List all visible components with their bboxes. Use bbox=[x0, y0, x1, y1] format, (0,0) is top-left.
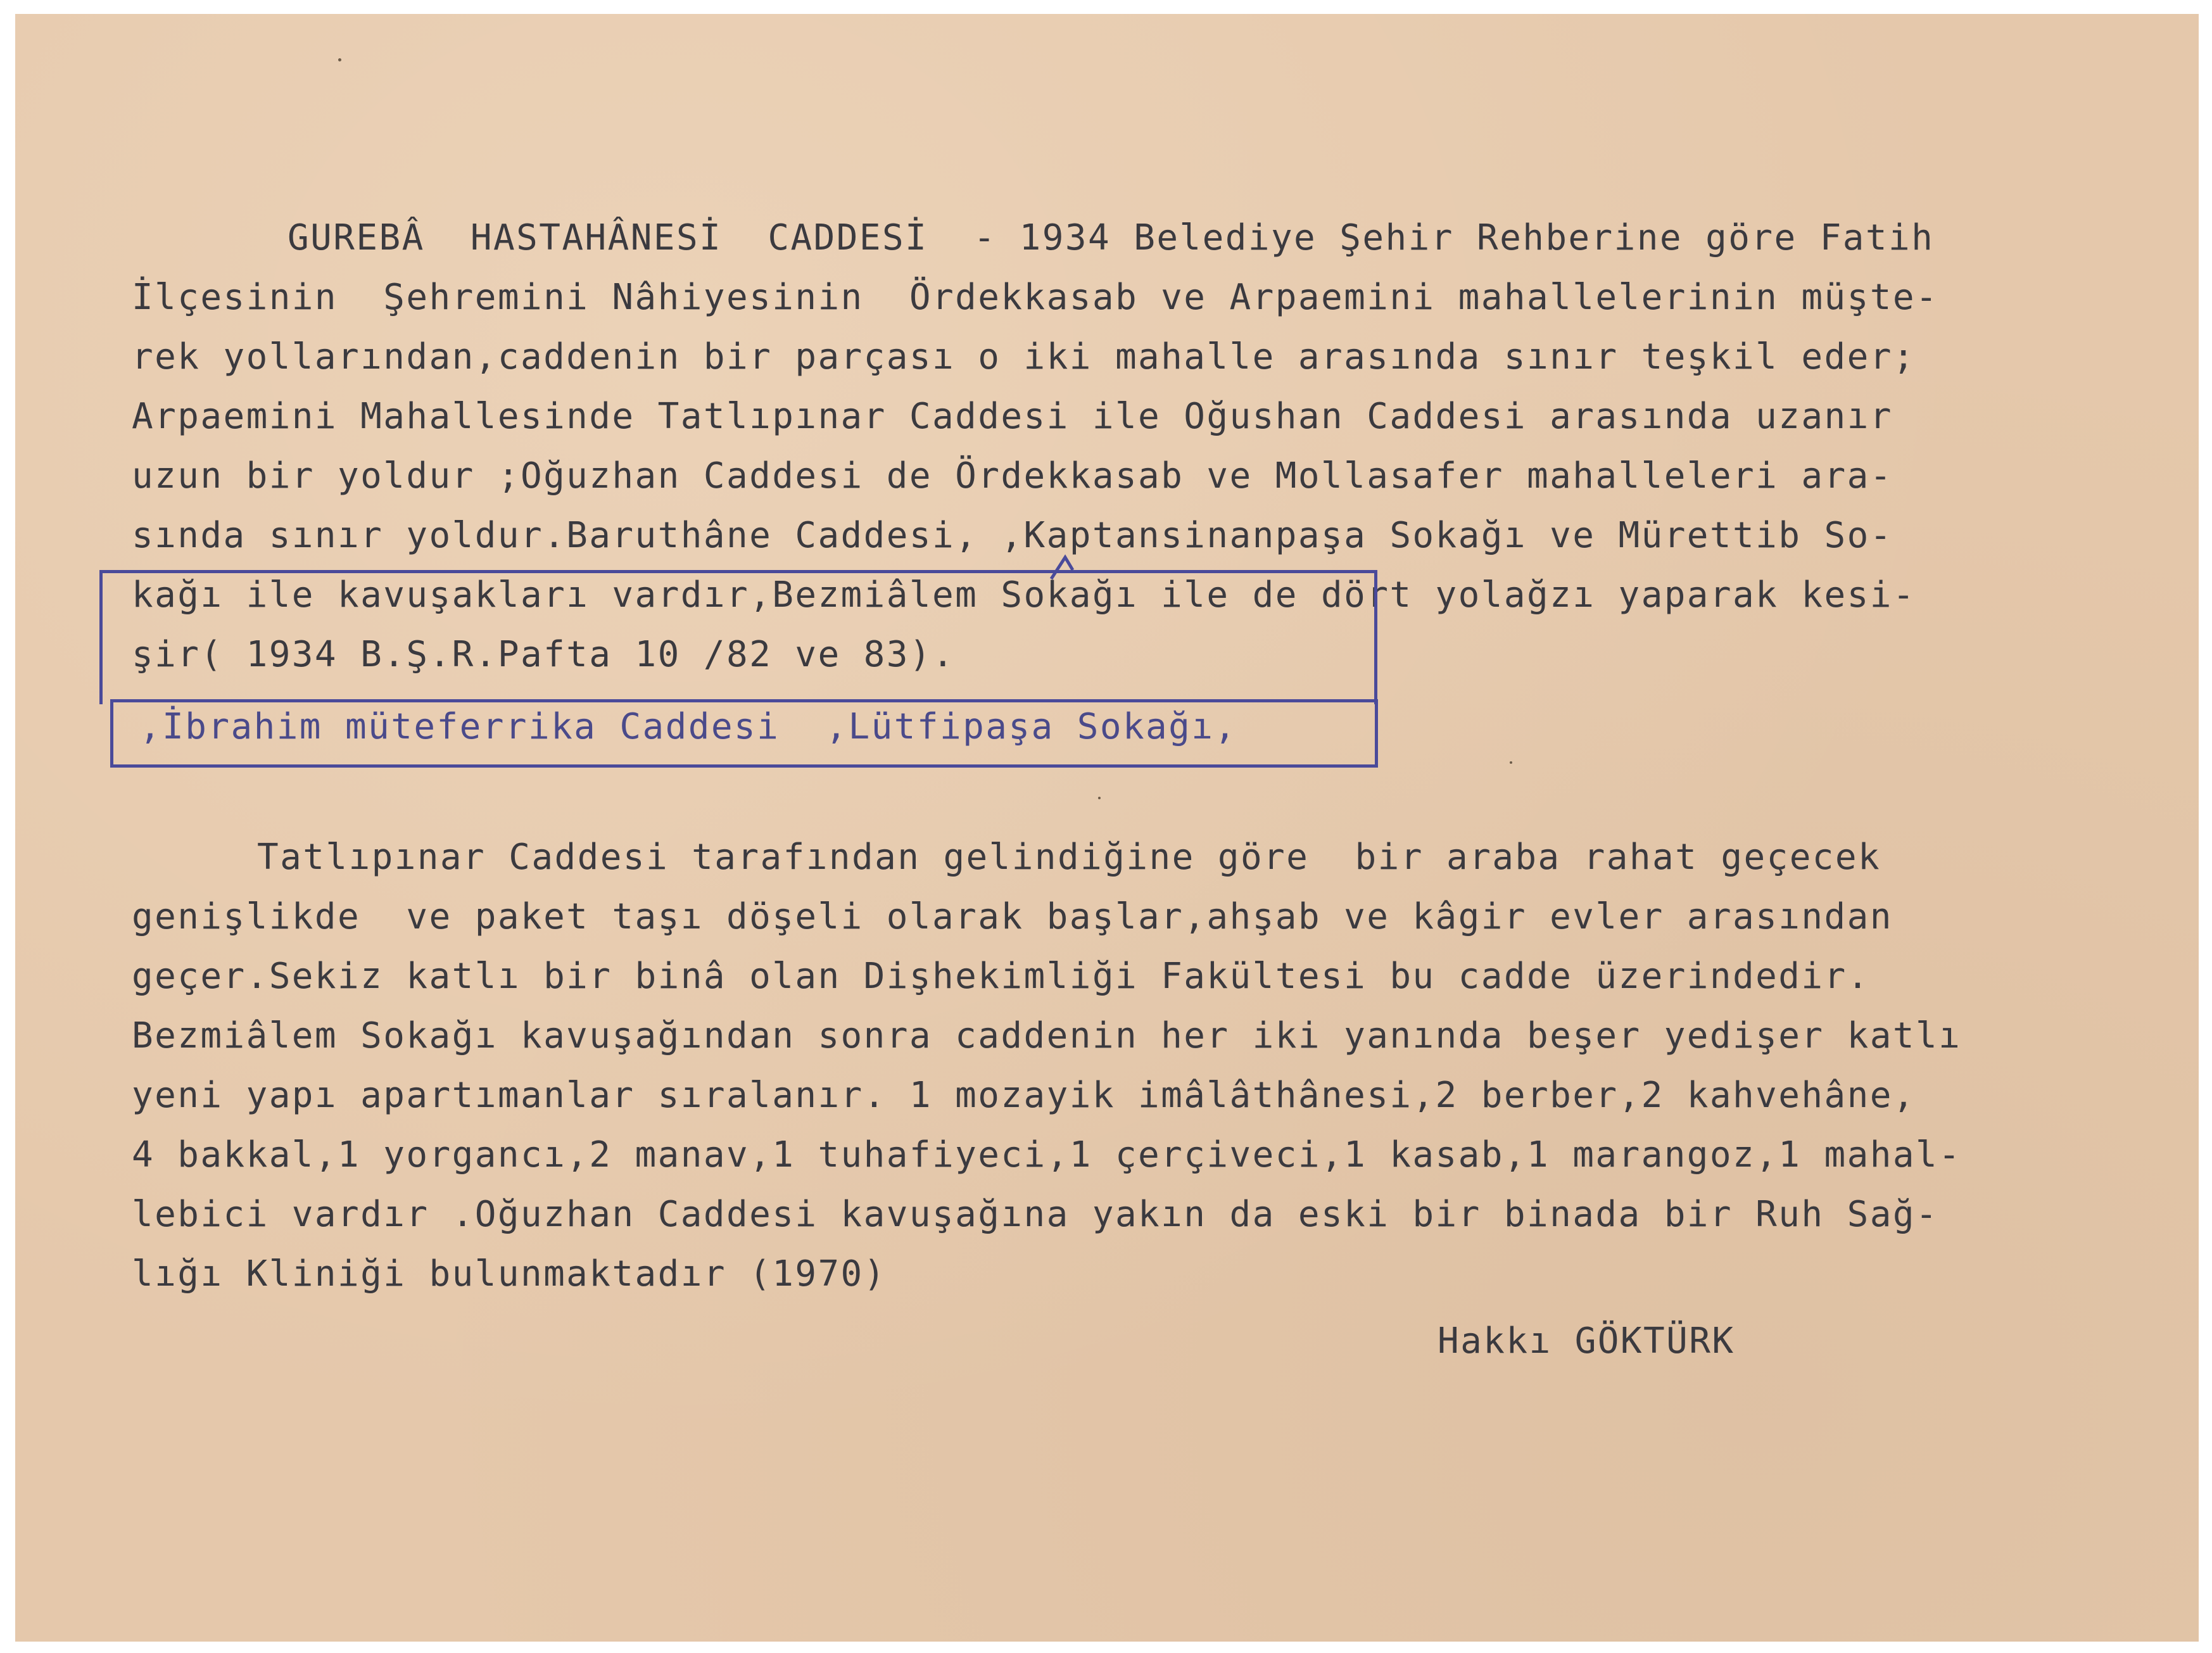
annotation-box-upper bbox=[99, 570, 1377, 704]
paragraph-1-line-2: İlçesinin Şehremini Nâhiyesinin Ördekkasab ve Arpaemini mahallelerinin müşte- bbox=[132, 277, 1939, 318]
annotation-box-lower bbox=[110, 699, 1378, 768]
paragraph-1-line-6: sında sınır yoldur.Baruthâne Caddesi, ,Kaptansinanpaşa Sokağı ve Mürettib So- bbox=[132, 515, 1893, 556]
paragraph-1-line-7: kağı ile kavuşakları vardır,Bezmiâlem Sokağı ile de dört yolağzı yaparak kesi- bbox=[132, 574, 1916, 616]
paragraph-2-line-7: lebici vardır .Oğuzhan Caddesi kavuşağına yakın da eski bir binada bir Ruh Sağ- bbox=[132, 1194, 1939, 1235]
typed-document-page bbox=[15, 14, 2199, 1642]
paragraph-2-line-6: 4 bakkal,1 yorgancı,2 manav,1 tuhafiyeci,1 çerçiveci,1 kasab,1 marangoz,1 mahal- bbox=[132, 1134, 1962, 1175]
paragraph-2-line-8: lığı Kliniği bulunmaktadır (1970) bbox=[132, 1253, 887, 1295]
paper-speck bbox=[338, 58, 341, 61]
paragraph-1-line-4: Arpaemini Mahallesinde Tatlıpınar Caddesi ile Oğushan Caddesi arasında uzanır bbox=[132, 396, 1893, 437]
paragraph-2-line-3: geçer.Sekiz katlı bir binâ olan Dişhekimliği Fakültesi bu cadde üzerindedir. bbox=[132, 956, 1870, 997]
paper-speck bbox=[1510, 761, 1512, 764]
author-signature: Hakkı GÖKTÜRK bbox=[1438, 1320, 1735, 1362]
insertion-caret-icon bbox=[1046, 551, 1078, 583]
paragraph-2-line-1: Tatlıpınar Caddesi tarafından gelindiğine göre bir araba rahat geçecek bbox=[257, 837, 1881, 878]
paragraph-1-line-5: uzun bir yoldur ;Oğuzhan Caddesi de Ördekkasab ve Mollasafer mahalleleri ara- bbox=[132, 455, 1893, 497]
paragraph-1-line-3: rek yollarından,caddenin bir parçası o iki mahalle arasında sınır teşkil eder; bbox=[132, 336, 1916, 377]
paragraph-2-line-4: Bezmiâlem Sokağı kavuşağından sonra caddenin her iki yanında beşer yedişer katlı bbox=[132, 1015, 1962, 1056]
paragraph-1-line-8: şir( 1934 B.Ş.R.Pafta 10 /82 ve 83). bbox=[132, 634, 956, 675]
paper-speck bbox=[1098, 797, 1101, 799]
paragraph-1-line-1: GUREBÂ HASTAHÂNESİ CADDESİ - 1934 Belediye Şehir Rehberine göre Fatih bbox=[288, 217, 1935, 258]
handwritten-insertion-line: ,İbrahim müteferrika Caddesi ,Lütfipaşa Sokağı, bbox=[139, 706, 1237, 747]
paragraph-2-line-2: genişlikde ve paket taşı döşeli olarak başlar,ahşab ve kâgir evler arasından bbox=[132, 896, 1893, 937]
paragraph-2-line-5: yeni yapı apartımanlar sıralanır. 1 mozayik imâlâthânesi,2 berber,2 kahvehâne, bbox=[132, 1075, 1916, 1116]
